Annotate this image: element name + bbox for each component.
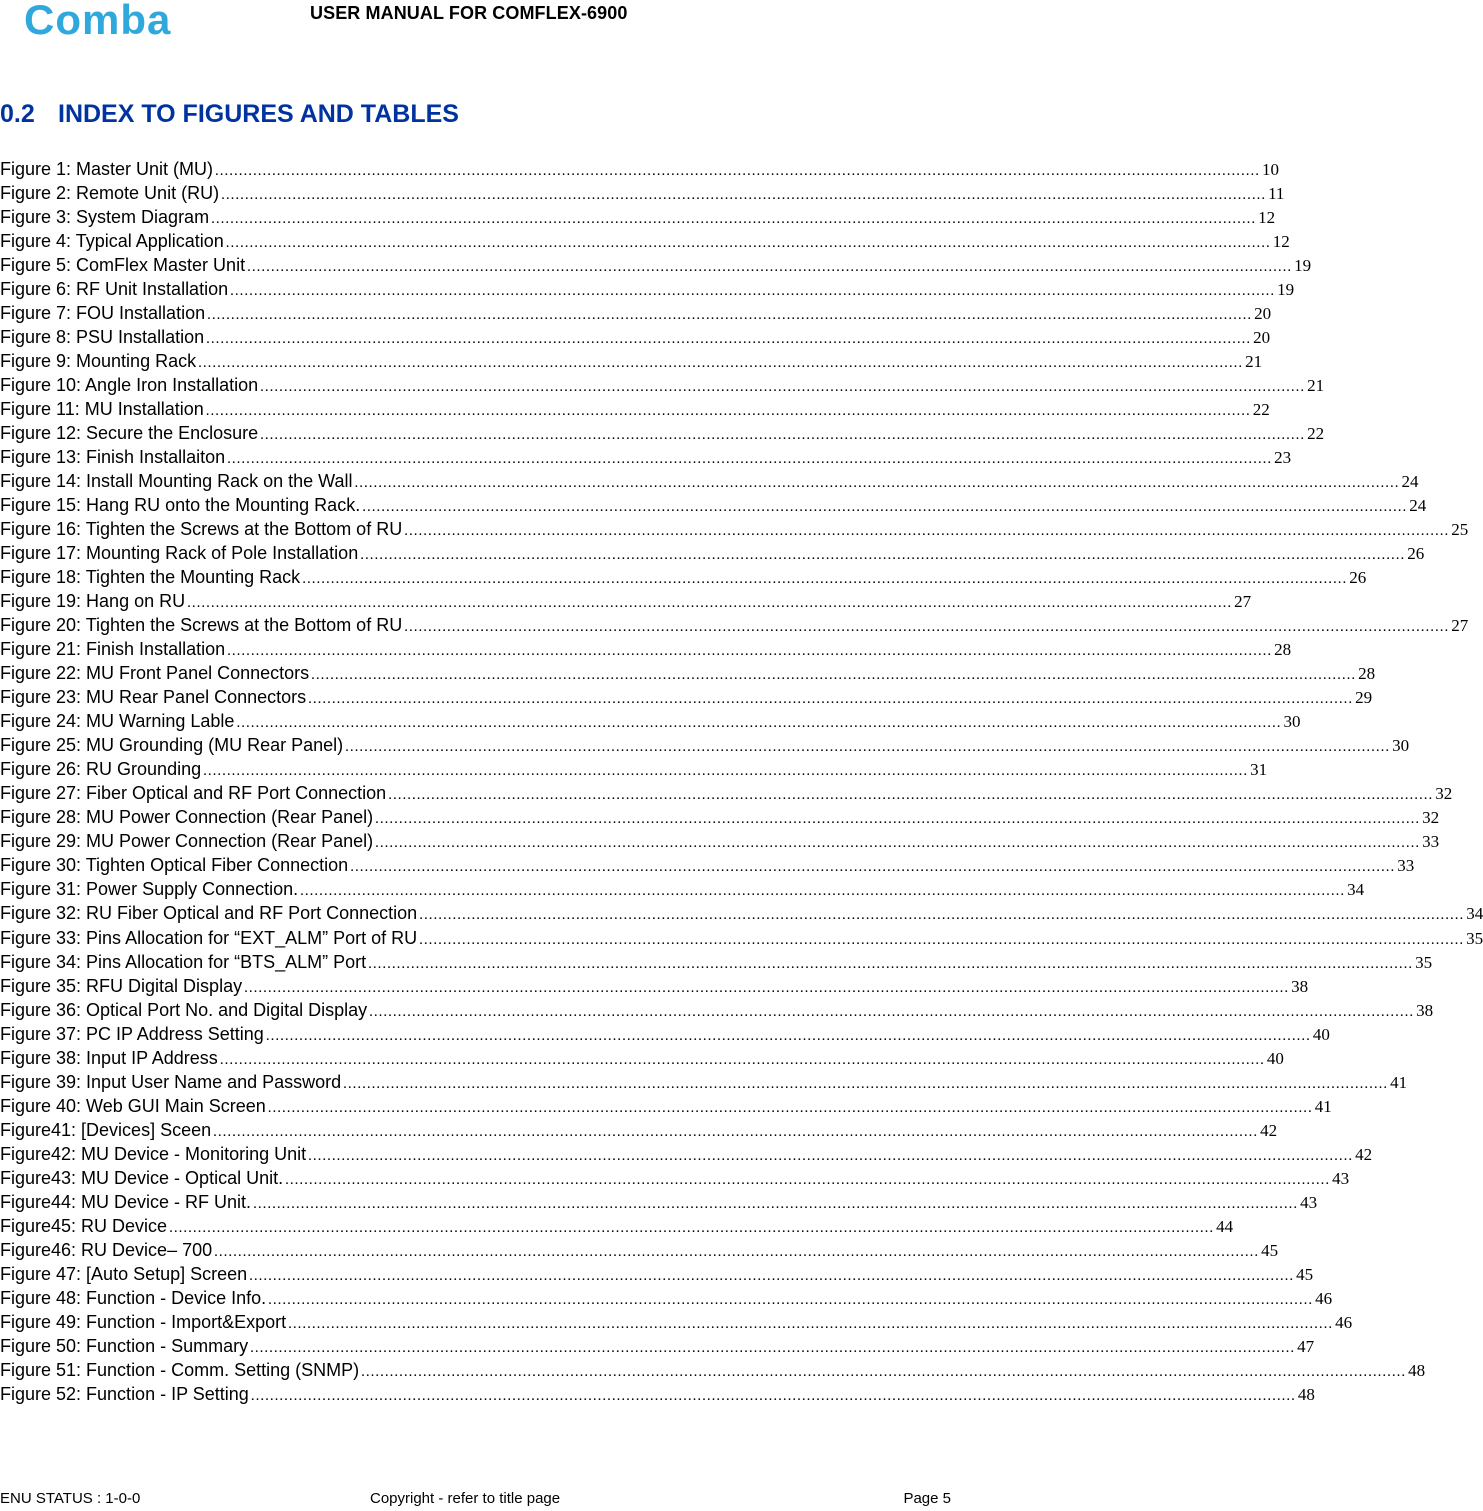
toc-entry-page: 35 <box>1415 952 1433 972</box>
toc-dot-leader: ............................................................................................................................................................................................................................ <box>362 499 1408 516</box>
toc-entry-label: Figure 9: Mounting Rack <box>0 351 197 372</box>
toc-dot-leader: ............................................................................................................................................................................................................................ <box>207 307 1253 324</box>
toc-dot-leader: ............................................................................................................................................................................................................................ <box>375 811 1421 828</box>
toc-entry-page: 26 <box>1407 544 1425 564</box>
section-heading: INDEX TO FIGURES AND TABLES <box>58 100 459 128</box>
toc-entry-page: 24 <box>1401 472 1419 492</box>
toc-entry-label: Figure 39: Input User Name and Password <box>0 1071 342 1092</box>
toc-entry-page: 44 <box>1216 1216 1234 1236</box>
toc-entry[interactable] <box>0 1382 1315 1406</box>
toc-entry-page: 22 <box>1252 400 1270 420</box>
toc-entry[interactable] <box>0 1118 1278 1142</box>
toc-entry[interactable] <box>0 181 1285 205</box>
toc-entry-page: 42 <box>1260 1120 1278 1140</box>
toc-entry[interactable] <box>0 421 1325 445</box>
toc-dot-leader: ............................................................................................................................................................................................................................ <box>267 1099 1313 1116</box>
toc-entry[interactable] <box>0 613 1469 637</box>
toc-entry-label: Figure 52: Function - IP Setting <box>0 1383 249 1404</box>
toc-entry-label: Figure 33: Pins Allocation for “EXT_ALM” Port of RU <box>0 927 418 948</box>
toc-entry-page: 43 <box>1300 1192 1318 1212</box>
toc-entry-page: 32 <box>1422 808 1440 828</box>
toc-entry[interactable] <box>0 1334 1315 1358</box>
toc-dot-leader: ............................................................................................................................................................................................................................ <box>211 211 1257 228</box>
toc-entry[interactable] <box>0 1238 1279 1262</box>
toc-entry-label: Figure 24: MU Warning Lable <box>0 711 235 732</box>
section-title <box>0 100 459 129</box>
toc-entry-label: Figure 19: Hang on RU <box>0 591 186 612</box>
toc-entry-page: 43 <box>1332 1168 1350 1188</box>
toc-entry-page: 28 <box>1274 640 1292 660</box>
toc-entry[interactable] <box>0 1214 1234 1238</box>
toc-entry-page: 46 <box>1335 1312 1353 1332</box>
toc-entry-label: Figure 27: Fiber Optical and RF Port Connection <box>0 783 387 804</box>
comba-logo-mark <box>22 0 212 42</box>
comba-logo <box>22 0 212 42</box>
toc-entry-label: Figure 4: Typical Application <box>0 231 224 252</box>
toc-dot-leader: ............................................................................................................................................................................................................................ <box>219 1051 1265 1068</box>
toc-entry-label: Figure 28: MU Power Connection (Rear Panel) <box>0 807 374 828</box>
toc-entry-page: 10 <box>1262 160 1280 179</box>
toc-dot-leader: ............................................................................................................................................................................................................................ <box>302 571 1348 588</box>
toc-entry-label: Figure 13: Finish Installaiton <box>0 447 226 468</box>
toc-dot-leader: ............................................................................................................................................................................................................................ <box>288 1315 1334 1332</box>
toc-entry[interactable] <box>0 733 1410 757</box>
toc-entry-page: 38 <box>1416 1000 1434 1020</box>
toc-dot-leader: ............................................................................................................................................................................................................................ <box>268 1291 1314 1308</box>
toc-entry-page: 22 <box>1307 424 1325 444</box>
toc-entry-label: Figure 29: MU Power Connection (Rear Panel) <box>0 831 374 852</box>
toc-entry-label: Figure 10: Angle Iron Installation <box>0 375 259 396</box>
toc-entry[interactable] <box>0 1142 1373 1166</box>
toc-entry-page: 27 <box>1451 616 1469 636</box>
toc-dot-leader: ............................................................................................................................................................................................................................ <box>360 547 1406 564</box>
toc-entry-label: Figure42: MU Device - Monitoring Unit <box>0 1143 307 1164</box>
toc-entry-label: Figure 18: Tighten the Mounting Rack <box>0 567 301 588</box>
toc-entry-label: Figure41: [Devices] Sceen <box>0 1119 212 1140</box>
toc-dot-leader: ............................................................................................................................................................................................................................ <box>247 259 1293 276</box>
toc-entry-label: Figure 40: Web GUI Main Screen <box>0 1095 266 1116</box>
toc-entry[interactable] <box>0 1046 1284 1070</box>
toc-entry-page: 47 <box>1297 1336 1315 1356</box>
toc-dot-leader: ............................................................................................................................................................................................................................ <box>375 835 1421 852</box>
toc-entry-label: Figure46: RU Device– 700 <box>0 1239 213 1260</box>
toc-entry-page: 19 <box>1294 256 1312 276</box>
toc-entry-label: Figure 16: Tighten the Screws at the Bottom of RU <box>0 519 403 540</box>
toc-entry[interactable] <box>0 709 1301 733</box>
toc-entry[interactable] <box>0 301 1272 325</box>
toc-entry[interactable] <box>0 781 1453 805</box>
toc-entry[interactable] <box>0 950 1433 974</box>
toc-entry-page: 40 <box>1312 1024 1330 1044</box>
toc-entry-label: Figure 12: Secure the Enclosure <box>0 423 259 444</box>
toc-dot-leader: ............................................................................................................................................................................................................................ <box>354 475 1400 492</box>
toc-entry-label: Figure 6: RF Unit Installation <box>0 279 229 300</box>
toc-dot-leader: ............................................................................................................................................................................................................................ <box>206 331 1252 348</box>
toc-entry[interactable] <box>0 685 1373 709</box>
figure-index-list <box>0 157 1483 1406</box>
toc-dot-leader: ............................................................................................................................................................................................................................ <box>236 715 1282 732</box>
toc-entry[interactable] <box>0 349 1263 373</box>
toc-entry[interactable] <box>0 157 1280 181</box>
toc-entry[interactable] <box>0 805 1440 829</box>
toc-dot-leader: ............................................................................................................................................................................................................................ <box>345 739 1391 756</box>
toc-entry-page: 20 <box>1253 328 1271 348</box>
toc-entry-label: Figure 2: Remote Unit (RU) <box>0 183 220 204</box>
toc-entry[interactable] <box>0 517 1469 541</box>
toc-entry-page: 48 <box>1297 1384 1315 1404</box>
toc-entry[interactable] <box>0 974 1309 998</box>
toc-entry-label: Figure 38: Input IP Address <box>0 1047 218 1068</box>
toc-entry-page: 42 <box>1355 1144 1373 1164</box>
toc-entry-label: Figure 22: MU Front Panel Connectors <box>0 663 310 684</box>
toc-entry[interactable] <box>0 877 1365 901</box>
toc-entry-page: 45 <box>1261 1240 1279 1260</box>
toc-entry-label: Figure 11: MU Installation <box>0 399 204 420</box>
toc-entry-page: 26 <box>1349 568 1367 588</box>
toc-entry-label: Figure 8: PSU Installation <box>0 327 205 348</box>
toc-dot-leader: ............................................................................................................................................................................................................................ <box>300 883 1346 900</box>
header-title: USER MANUAL FOR COMFLEX-6900 <box>310 3 628 23</box>
toc-entry[interactable] <box>0 1358 1426 1382</box>
toc-entry[interactable] <box>0 397 1270 421</box>
toc-entry[interactable] <box>0 926 1483 950</box>
section-number: 0.2 <box>0 100 35 128</box>
toc-dot-leader: ............................................................................................................................................................................................................................ <box>214 1243 1260 1260</box>
toc-entry[interactable] <box>0 1070 1408 1094</box>
toc-entry-label: Figure 35: RFU Digital Display <box>0 975 243 996</box>
toc-entry[interactable] <box>0 1310 1353 1334</box>
toc-dot-leader: ............................................................................................................................................................................................................................ <box>350 859 1396 876</box>
toc-dot-leader: ............................................................................................................................................................................................................................ <box>198 355 1244 372</box>
toc-dot-leader: ............................................................................................................................................................................................................................ <box>404 523 1450 540</box>
toc-entry-page: 34 <box>1347 880 1365 900</box>
toc-dot-leader: ............................................................................................................................................................................................................................ <box>249 1267 1295 1284</box>
toc-entry-label: Figure 25: MU Grounding (MU Rear Panel) <box>0 735 344 756</box>
toc-dot-leader: ............................................................................................................................................................................................................................ <box>205 403 1251 420</box>
toc-entry-page: 31 <box>1250 760 1268 780</box>
toc-entry[interactable] <box>0 541 1425 565</box>
toc-entry-page: 24 <box>1409 496 1427 516</box>
toc-entry-page: 12 <box>1258 208 1276 228</box>
toc-dot-leader: ............................................................................................................................................................................................................................ <box>215 163 1261 179</box>
toc-entry[interactable] <box>0 445 1292 469</box>
toc-entry[interactable] <box>0 1022 1330 1046</box>
toc-dot-leader: ............................................................................................................................................................................................................................ <box>285 1171 1331 1188</box>
toc-entry-label: Figure 47: [Auto Setup] Screen <box>0 1263 248 1284</box>
toc-entry[interactable] <box>0 661 1376 685</box>
toc-dot-leader: ............................................................................................................................................................................................................................ <box>361 1363 1407 1380</box>
toc-entry-page: 11 <box>1268 184 1285 204</box>
toc-entry-label: Figure 5: ComFlex Master Unit <box>0 255 246 276</box>
toc-entry-label: Figure43: MU Device - Optical Unit. <box>0 1167 284 1188</box>
toc-entry-page: 48 <box>1408 1360 1426 1380</box>
toc-dot-leader: ............................................................................................................................................................................................................................ <box>343 1075 1389 1092</box>
toc-entry-label: Figure 26: RU Grounding <box>0 759 202 780</box>
toc-dot-leader: ............................................................................................................................................................................................................................ <box>225 235 1271 252</box>
toc-dot-leader: ............................................................................................................................................................................................................................ <box>260 427 1306 444</box>
toc-entry[interactable] <box>0 373 1325 397</box>
toc-entry-page: 20 <box>1254 304 1272 324</box>
toc-dot-leader: ............................................................................................................................................................................................................................ <box>244 979 1290 996</box>
toc-entry-page: 30 <box>1283 712 1301 732</box>
toc-dot-leader: ............................................................................................................................................................................................................................ <box>250 1339 1296 1356</box>
toc-dot-leader: ............................................................................................................................................................................................................................ <box>308 691 1354 708</box>
toc-dot-leader: ............................................................................................................................................................................................................................ <box>368 955 1414 972</box>
toc-entry[interactable] <box>0 829 1440 853</box>
toc-entry[interactable] <box>0 325 1271 349</box>
toc-entry-page: 28 <box>1358 664 1376 684</box>
toc-entry[interactable] <box>0 229 1290 253</box>
toc-entry-page: 21 <box>1307 376 1325 396</box>
toc-entry-page: 46 <box>1315 1288 1333 1308</box>
toc-entry[interactable] <box>0 998 1434 1022</box>
toc-entry[interactable] <box>0 901 1483 925</box>
footer-status: ENU STATUS : 1-0-0 <box>0 1490 141 1507</box>
toc-entry[interactable] <box>0 277 1295 301</box>
toc-dot-leader: ............................................................................................................................................................................................................................ <box>265 1027 1311 1044</box>
toc-entry-page: 30 <box>1392 736 1410 756</box>
toc-entry-page: 21 <box>1245 352 1263 372</box>
footer-page-number: Page 5 <box>903 1490 951 1507</box>
toc-entry[interactable] <box>0 757 1268 781</box>
toc-dot-leader: ............................................................................................................................................................................................................................ <box>388 787 1434 804</box>
toc-entry-page: 33 <box>1422 832 1440 852</box>
toc-entry-label: Figure 20: Tighten the Screws at the Bottom of RU <box>0 615 403 636</box>
toc-dot-leader: ............................................................................................................................................................................................................................ <box>203 763 1249 780</box>
toc-entry-label: Figure 15: Hang RU onto the Mounting Rack. <box>0 495 361 516</box>
toc-entry-label: Figure 34: Pins Allocation for “BTS_ALM” Port <box>0 951 367 972</box>
toc-dot-leader: ............................................................................................................................................................................................................................ <box>253 1195 1299 1212</box>
toc-entry-label: Figure 1: Master Unit (MU) <box>0 159 214 179</box>
toc-entry-page: 23 <box>1274 448 1292 468</box>
toc-entry-label: Figure45: RU Device <box>0 1215 168 1236</box>
toc-entry-page: 32 <box>1435 784 1453 804</box>
toc-entry-page: 25 <box>1451 520 1469 540</box>
toc-entry-label: Figure 23: MU Rear Panel Connectors <box>0 687 307 708</box>
toc-dot-leader: ............................................................................................................................................................................................................................ <box>260 379 1306 396</box>
toc-dot-leader: ............................................................................................................................................................................................................................ <box>419 931 1465 948</box>
toc-entry-page: 38 <box>1291 976 1309 996</box>
toc-entry-page: 34 <box>1466 904 1483 924</box>
toc-entry[interactable] <box>0 493 1427 517</box>
toc-entry-label: Figure 37: PC IP Address Setting <box>0 1023 264 1044</box>
toc-entry-label: Figure 36: Optical Port No. and Digital Display <box>0 999 368 1020</box>
toc-dot-leader: ............................................................................................................................................................................................................................ <box>311 667 1357 684</box>
toc-entry-page: 33 <box>1397 856 1415 876</box>
toc-entry-label: Figure 50: Function - Summary <box>0 1335 249 1356</box>
toc-entry-page: 29 <box>1355 688 1373 708</box>
toc-dot-leader: ............................................................................................................................................................................................................................ <box>187 595 1233 612</box>
toc-entry-label: Figure 48: Function - Device Info. <box>0 1287 267 1308</box>
toc-entry[interactable] <box>0 469 1419 493</box>
toc-entry-label: Figure 17: Mounting Rack of Pole Installation <box>0 543 359 564</box>
toc-entry-label: Figure 3: System Diagram <box>0 207 210 228</box>
toc-entry-page: 12 <box>1272 232 1290 252</box>
footer-copyright: Copyright - refer to title page <box>370 1490 561 1507</box>
toc-entry[interactable] <box>0 1166 1350 1190</box>
toc-dot-leader: ............................................................................................................................................................................................................................ <box>308 1147 1354 1164</box>
toc-entry-page: 41 <box>1390 1072 1408 1092</box>
toc-entry[interactable] <box>0 1286 1333 1310</box>
toc-entry-page: 19 <box>1277 280 1295 300</box>
toc-entry-page: 41 <box>1314 1096 1332 1116</box>
toc-entry[interactable] <box>0 637 1292 661</box>
toc-dot-leader: ............................................................................................................................................................................................................................ <box>404 619 1450 636</box>
toc-entry-label: Figure 49: Function - Import&Export <box>0 1311 287 1332</box>
toc-entry[interactable] <box>0 1094 1332 1118</box>
toc-entry[interactable] <box>0 1190 1318 1214</box>
toc-entry-label: Figure 30: Tighten Optical Fiber Connection <box>0 855 349 876</box>
toc-entry-label: Figure 31: Power Supply Connection. <box>0 879 299 900</box>
toc-entry-label: Figure 7: FOU Installation <box>0 303 206 324</box>
toc-entry-page: 27 <box>1234 592 1252 612</box>
toc-dot-leader: ............................................................................................................................................................................................................................ <box>369 1003 1415 1020</box>
toc-dot-leader: ............................................................................................................................................................................................................................ <box>213 1123 1259 1140</box>
toc-dot-leader: ............................................................................................................................................................................................................................ <box>227 643 1273 660</box>
toc-entry-page: 45 <box>1296 1264 1314 1284</box>
toc-entry-label: Figure 14: Install Mounting Rack on the Wall <box>0 471 353 492</box>
toc-dot-leader: ............................................................................................................................................................................................................................ <box>230 283 1276 300</box>
toc-entry[interactable] <box>0 565 1367 589</box>
toc-dot-leader: ............................................................................................................................................................................................................................ <box>227 451 1273 468</box>
toc-entry-page: 40 <box>1266 1048 1284 1068</box>
toc-entry[interactable] <box>0 1262 1314 1286</box>
toc-entry[interactable] <box>0 589 1252 613</box>
toc-entry-page: 35 <box>1466 928 1483 948</box>
toc-dot-leader: ............................................................................................................................................................................................................................ <box>250 1387 1296 1404</box>
toc-entry-label: Figure 21: Finish Installation <box>0 639 226 660</box>
svg-text:Comba: Comba <box>24 0 172 43</box>
toc-dot-leader: ............................................................................................................................................................................................................................ <box>419 907 1465 924</box>
toc-entry-label: Figure 32: RU Fiber Optical and RF Port Connection <box>0 903 418 924</box>
toc-entry[interactable] <box>0 253 1312 277</box>
toc-entry-label: Figure 51: Function - Comm. Setting (SNMP) <box>0 1359 360 1380</box>
toc-entry[interactable] <box>0 853 1415 877</box>
toc-dot-leader: ............................................................................................................................................................................................................................ <box>221 187 1267 204</box>
toc-entry-label: Figure44: MU Device - RF Unit. <box>0 1191 252 1212</box>
page-footer <box>0 1490 973 1510</box>
toc-entry[interactable] <box>0 205 1276 229</box>
toc-dot-leader: ............................................................................................................................................................................................................................ <box>169 1219 1215 1236</box>
